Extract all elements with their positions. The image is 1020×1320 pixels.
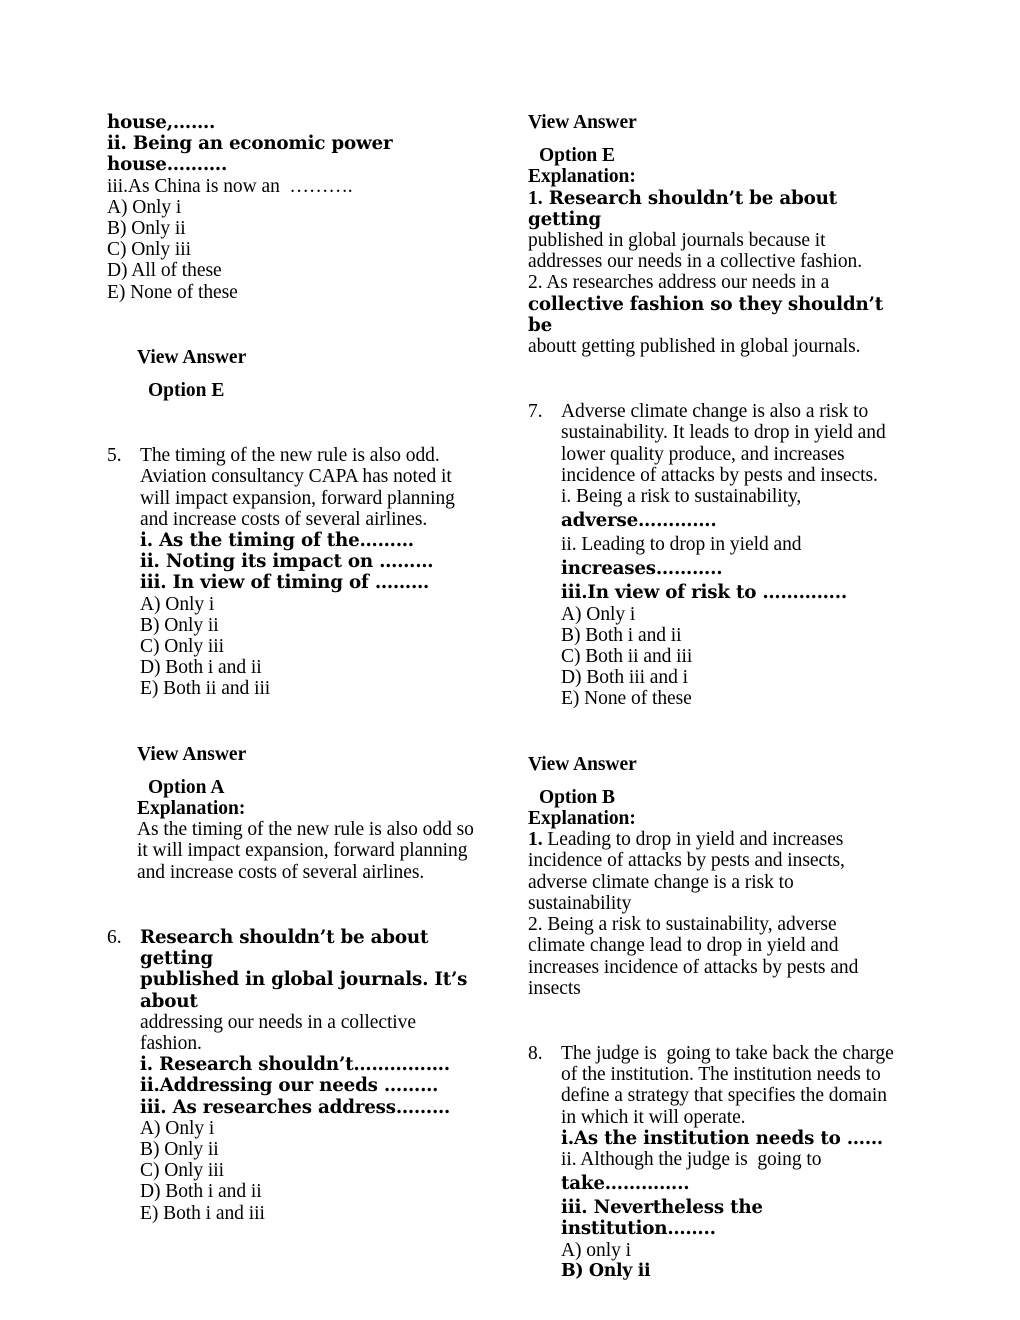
- answer-option-4: Option E: [148, 380, 225, 402]
- roman-item: i. Being a risk to sustainability,: [561, 486, 802, 508]
- option-item: B) Both i and ii: [561, 624, 682, 646]
- question-row-7: [528, 401, 900, 709]
- continued-line: iii.As China is now an ……….: [107, 175, 353, 197]
- explanation-line: increases incidence of attacks by pests and: [528, 956, 859, 978]
- roman-item: iii. As researches address………: [140, 1096, 451, 1118]
- question-number-8: 8.: [528, 1042, 543, 1064]
- option-item: E) Both i and iii: [140, 1202, 265, 1224]
- spacer: [107, 368, 479, 380]
- explanation-line: [528, 188, 900, 230]
- spacer: [528, 133, 900, 145]
- option-item: E) None of these: [107, 281, 238, 303]
- explanation-line: it will impact expansion, forward planning: [137, 840, 468, 862]
- explanation-line: published in global journals because it: [528, 230, 826, 252]
- roman-item: iii. Nevertheless the institution……..: [561, 1197, 770, 1240]
- roman-item: ii. Leading to drop in yield and: [561, 534, 802, 556]
- question-body-5: [140, 445, 479, 699]
- question-stem-line: lower quality produce, and increases: [561, 443, 845, 465]
- option-item: B) Only ii: [140, 614, 219, 636]
- explanation-item-marker: 1.: [528, 187, 543, 209]
- question-row-5: [107, 445, 479, 699]
- explanation-label-7: Explanation:: [528, 808, 636, 830]
- question-number-5: 5.: [107, 445, 122, 467]
- option-item: B) Only ii: [107, 218, 186, 240]
- explanation-line: adverse climate change is a risk to: [528, 871, 794, 893]
- question-stem-line: The timing of the new rule is also odd.: [140, 445, 440, 467]
- question-row-8: [528, 1043, 900, 1282]
- roman-item: ii. Although the judge is going to: [561, 1148, 822, 1170]
- answer-block-5: [107, 744, 479, 883]
- roman-item: increases………..: [561, 558, 723, 580]
- explanation-label-5: Explanation:: [137, 798, 246, 820]
- question-stem-line: Adverse climate change is also a risk to: [561, 401, 869, 423]
- question-stem-line: The judge is going to take back the charge: [561, 1042, 894, 1064]
- view-answer-link-6[interactable]: View Answer: [528, 112, 637, 133]
- view-answer-link-4[interactable]: View Answer: [137, 346, 247, 368]
- question-block-5: [107, 445, 479, 699]
- question-body-7: [561, 401, 900, 709]
- roman-item: ii. Noting its impact on ………: [140, 551, 434, 573]
- option-item: D) Both iii and i: [561, 667, 688, 689]
- spacer: [528, 357, 900, 401]
- explanation-line: incidence of attacks by pests and insects,: [528, 850, 845, 872]
- explanation-item-text: Leading to drop in yield and increases: [542, 829, 844, 851]
- explanation-line: 2. Being a risk to sustainability, adverse: [528, 914, 837, 936]
- explanation-label-6: Explanation:: [528, 166, 636, 188]
- question-body-6: [140, 927, 479, 1224]
- question-stem-line: addressing our needs in a collective: [140, 1011, 416, 1033]
- explanation-line: 2. As researches address our needs in a: [528, 272, 830, 294]
- roman-item: i.As the institution needs to ……: [561, 1127, 883, 1149]
- spacer: [107, 883, 479, 927]
- question-stem-line: Aviation consultancy CAPA has noted it: [140, 466, 452, 488]
- option-item: B) Only ii: [561, 1260, 651, 1281]
- explanation-line: insects: [528, 977, 581, 999]
- roman-item: take…………..: [561, 1173, 690, 1195]
- answer-block-6: [528, 112, 900, 357]
- continued-line: house,…….: [107, 112, 216, 133]
- question-stem-line: of the institution. The institution needs to: [561, 1064, 881, 1086]
- explanation-line: addresses our needs in a collective fashion.: [528, 251, 863, 273]
- explanation-line: and increase costs of several airlines.: [137, 861, 425, 883]
- left-column: [107, 112, 479, 1224]
- option-item: A) Only i: [107, 196, 182, 218]
- option-item: D) All of these: [107, 260, 222, 282]
- option-item: B) Only ii: [140, 1138, 219, 1160]
- option-item: D) Both i and ii: [140, 657, 262, 679]
- explanation-line: climate change lead to drop in yield and: [528, 935, 839, 957]
- question-stem-line: incidence of attacks by pests and insects.: [561, 464, 878, 486]
- spacer: [107, 765, 479, 777]
- question-number-6: 6.: [107, 926, 122, 948]
- spacer: [107, 303, 479, 347]
- question-stem-line: published in global journals. It’s about: [140, 969, 474, 1012]
- explanation-line: sustainability: [528, 892, 632, 914]
- roman-item: i. Research shouldn’t…………….: [140, 1054, 450, 1076]
- question-stem-line: fashion.: [140, 1032, 202, 1054]
- question-stem-line: define a strategy that specifies the domain: [561, 1085, 887, 1107]
- option-item: C) Both ii and iii: [561, 646, 693, 668]
- roman-item: iii. In view of timing of ………: [140, 572, 430, 594]
- question-row-6: [107, 927, 479, 1224]
- option-item: C) Only iii: [107, 239, 191, 261]
- view-answer-link-7[interactable]: View Answer: [528, 753, 637, 775]
- option-item: A) Only i: [140, 593, 215, 615]
- continued-line: ii. Being an economic power house……….: [107, 133, 399, 176]
- spacer: [528, 775, 900, 787]
- question-body-8: [561, 1043, 900, 1282]
- spacer: [528, 710, 900, 754]
- option-item: A) only i: [561, 1239, 631, 1261]
- explanation-item-text: Research shouldn’t be about getting: [528, 187, 844, 230]
- question-stem-line: in which it will operate.: [561, 1106, 746, 1128]
- question-stem-line: Research shouldn’t be about getting: [140, 926, 435, 970]
- answer-option-6: Option E: [539, 145, 616, 167]
- roman-item: adverse………….: [561, 510, 717, 532]
- spacer: [528, 999, 900, 1043]
- answer-block-7: [528, 754, 900, 999]
- option-item: A) Only i: [140, 1117, 215, 1139]
- answer-option-7: Option B: [539, 786, 616, 808]
- option-item: A) Only i: [561, 603, 636, 625]
- roman-item: iii.In view of risk to …………..: [561, 582, 848, 604]
- option-item: C) Only iii: [140, 636, 224, 658]
- question-block-6: [107, 927, 479, 1224]
- spacer: [107, 401, 479, 445]
- question-stem-line: will impact expansion, forward planning: [140, 487, 455, 509]
- explanation-line: aboutt getting published in global journals.: [528, 336, 861, 358]
- right-column: [528, 112, 900, 1282]
- continued-question-block: [107, 112, 479, 303]
- question-block-7: [528, 401, 900, 709]
- explanation-item-marker: 1.: [528, 829, 543, 851]
- option-item: D) Both i and ii: [140, 1181, 262, 1203]
- question-block-8: [528, 1043, 900, 1282]
- explanation-line: collective fashion so they shouldn’t be: [528, 293, 890, 336]
- explanation-line: As the timing of the new rule is also odd so: [137, 819, 474, 841]
- answer-block-4: [107, 347, 479, 401]
- question-stem-line: and increase costs of several airlines.: [140, 508, 428, 530]
- view-answer-link-5[interactable]: View Answer: [137, 743, 247, 765]
- option-item: C) Only iii: [140, 1160, 224, 1182]
- option-item: E) None of these: [561, 688, 692, 710]
- answer-option-5: Option A: [148, 776, 225, 798]
- roman-item: ii.Addressing our needs ………: [140, 1075, 439, 1097]
- question-stem-line: sustainability. It leads to drop in yield and: [561, 422, 886, 444]
- spacer: [107, 700, 479, 744]
- roman-item: i. As the timing of the………: [140, 530, 414, 552]
- explanation-line: [528, 829, 900, 850]
- question-number-7: 7.: [528, 401, 543, 423]
- option-item: E) Both ii and iii: [140, 678, 271, 700]
